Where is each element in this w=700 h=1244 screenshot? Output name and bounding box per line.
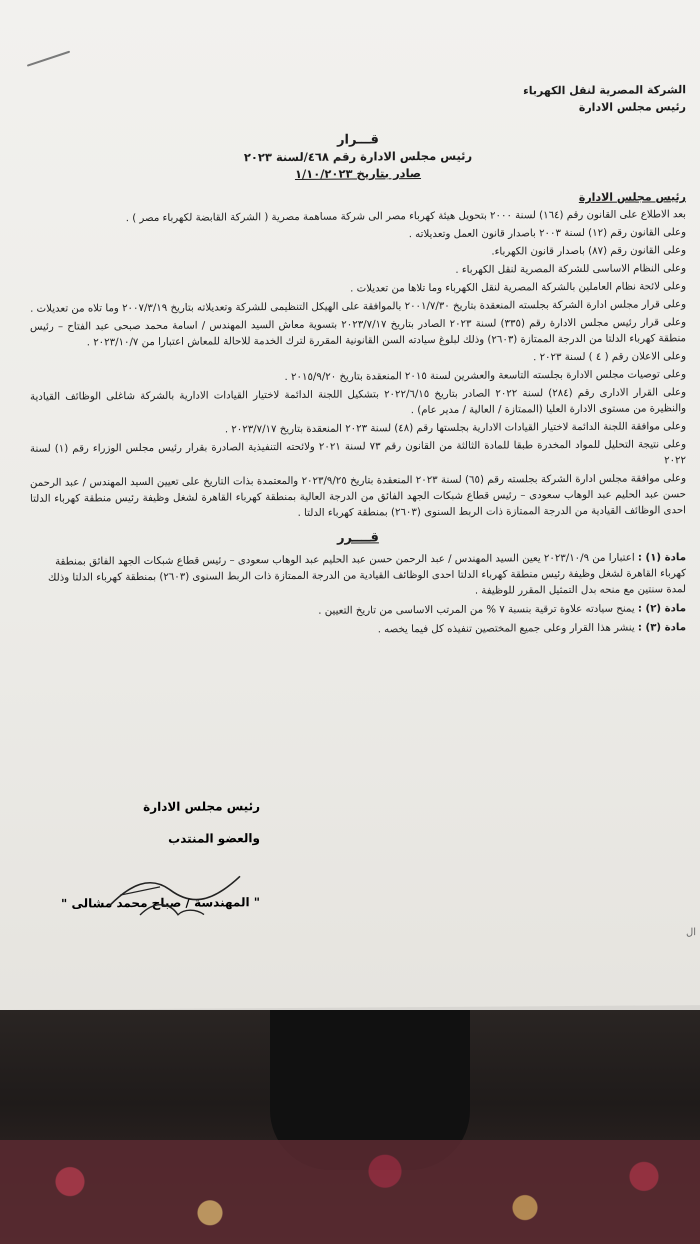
article-label: مادة (٢) : (637, 603, 686, 615)
signatory-name: " المهندسة / صباح محمد مشالى " (61, 895, 260, 911)
signature-title: رئيس مجلس الادارة (143, 799, 260, 815)
preamble-item: وعلى القانون رقم (١٢) لسنة ٢٠٠٣ باصدار قانون العمل وتعديلاته . (408, 227, 686, 241)
article-label: مادة (١) : (637, 552, 686, 564)
article-item (30, 620, 686, 641)
preamble-item: وعلى لائحة نظام العاملين بالشركة المصرية لنقل الكهرباء وما تلاها من تعديلات . (350, 281, 686, 295)
article-text: ينشر هذا القرار وعلى جميع المختصين تنفيذه كل فيما يخصه . (377, 622, 635, 636)
preamble-item: وعلى النظام الاساسى للشركة المصرية لنقل الكهرباء . (455, 263, 686, 276)
article-item (30, 601, 686, 622)
preamble-item: وعلى قرار رئيس مجلس الادارة رقم (٣٣٥) لسنة ٢٠٢٣ الصادر بتاريخ ٢٠٢٣/٧/١٧ بتسوية معاش السيد المهندس / اسامة محمد صبحى عبد الفتاح – رئيس منطقة كهرباء الدلتا من الدرجة الممتازة (٢٦٠٣) وذلك لبلوغ سيادته السن القانونية المقررة لترك الخدمة للاحالة للمعاش اعتبارا من ٢٠٢٣/١٠/٧ . (30, 317, 686, 349)
resolution-heading: قــــرر (337, 530, 379, 546)
preamble-item: وعلى قرار مجلس ادارة الشركة بجلسته المنعقدة بتاريخ ٢٠٠١/٧/٣٠ بالموافقة على الهيكل التنظيمى للشركة وتعديلاته بتاريخ ٢٠٠٧/٣/١٩ وما تلاه من تعديلات . (30, 299, 686, 315)
article-item (30, 550, 686, 603)
signature-title-2: والعضو المنتدب (168, 831, 260, 846)
preamble-item: وعلى القرار الادارى رقم (٢٨٤) لسنة ٢٠٢٢ الصادر بتاريخ ٢٠٢٢/٦/١٥ بتشكيل اللجنة الدائمة لاختيار القيادات الادارية بالشركة شاغلى الوظائف القيادية والنظيرة من مستوى الادارة العليا (الممتازة / العالية / مدير عام) . (30, 387, 687, 417)
preamble-item: وعلى القانون رقم (٨٧) باصدار قانون الكهرباء. (491, 245, 686, 258)
article-label: مادة (٣) : (637, 622, 686, 634)
preamble-item: وعلى توصيات مجلس الادارة بجلسته التاسعة والعشرين لسنة ٢٠١٥ المنعقدة بتاريخ ٢٠١٥/٩/٢٠ . (284, 369, 686, 384)
preamble-item: وعلى موافقة مجلس ادارة الشركة بجلسته رقم (٦٥) لسنة ٢٠٢٣ المنعقدة بتاريخ ٢٠٢٣/٩/٢٥ والمعتمدة بذات التاريخ على تعيين السيد المهندس / عبد الرحمن حسن عبد الحليم عبد الوهاب سعودى – رئيس قطاع شبكات الجهد الفائق من الدرجة العالية بمنطقة كهرباء القاهرة لشغل وظيفة رئيس منطقة كهرباء الدلتا احدى الوظائف القيادية من الدرجة الممتازة ذات الربط السنوى (٢٦٠٣) بمنطقة كهرباء الدلتا . (30, 473, 687, 519)
preamble-item: وعلى الاعلان رقم ( ٤ ) لسنة ٢٠٢٣ . (533, 351, 686, 364)
decision-date: صادر بتاريخ ١/١٠/٢٠٢٣ (294, 166, 422, 181)
office-name: رئيس مجلس الادارة (578, 100, 686, 114)
preamble-item: بعد الاطلاع على القانون رقم (١٦٤) لسنة ٢٠٠٠ بتحويل هيئة كهرباء مصر الى شركة مساهمة مصرية ( الشركة القابضة لكهرباء مصر ) . (125, 209, 686, 225)
article-text: اعتبارا من ٢٠٢٣/١٠/٩ يعين السيد المهندس / عبد الرحمن حسن عبد الحليم عبد الوهاب سعودى – رئيس قطاع شبكات الجهد الفائق بمنطقة كهرباء القاهرة لشغل وظيفة رئيس منطقة كهرباء الدلتا احدى الوظائف القيادية من الدرجة الممتازة ذات الربط السنوى (٢٦٠٣) بمنطقة كهرباء الدلتا وذلك لمدة سنتين مع منحه بدل التمثيل المقرر للوظيفة . (48, 552, 686, 597)
preamble-item: وعلى نتيجة التحليل للمواد المخدرة طبقا للمادة الثالثة من القانون رقم ٧٣ لسنة ٢٠٢١ ولائحته التنفيذية الصادرة بقرار رئيس مجلس الوزراء رقم (١) لسنة ٢٠٢٢ (30, 439, 686, 467)
decision-title: قـــرار (337, 132, 379, 148)
corner-mark: ال (686, 927, 697, 939)
company-name: الشركة المصرية لنقل الكهرباء (523, 83, 686, 98)
document-body (30, 81, 686, 644)
articles-list (30, 550, 686, 641)
article-text: يمنح سيادته علاوة ترقية بنسبة ٧ % من المرتب الاساسى من تاريخ التعيين . (318, 603, 635, 617)
background-fabric (0, 1140, 700, 1244)
pen-stroke-mark (27, 51, 70, 67)
preamble-item: وعلى موافقة اللجنة الدائمة لاختيار القيادات الادارية بجلستها رقم (٤٨) لسنة ٢٠٢٣ المنعقدة بتاريخ ٢٠٢٣/٧/١٧ . (224, 421, 686, 436)
preamble-list (30, 207, 686, 524)
preamble-heading: رئيس مجلس الادارة (578, 190, 686, 204)
handwritten-signature (100, 864, 250, 925)
decision-number: رئيس مجلس الادارة رقم ٤٦٨/لسنة ٢٠٢٣ (243, 148, 473, 165)
